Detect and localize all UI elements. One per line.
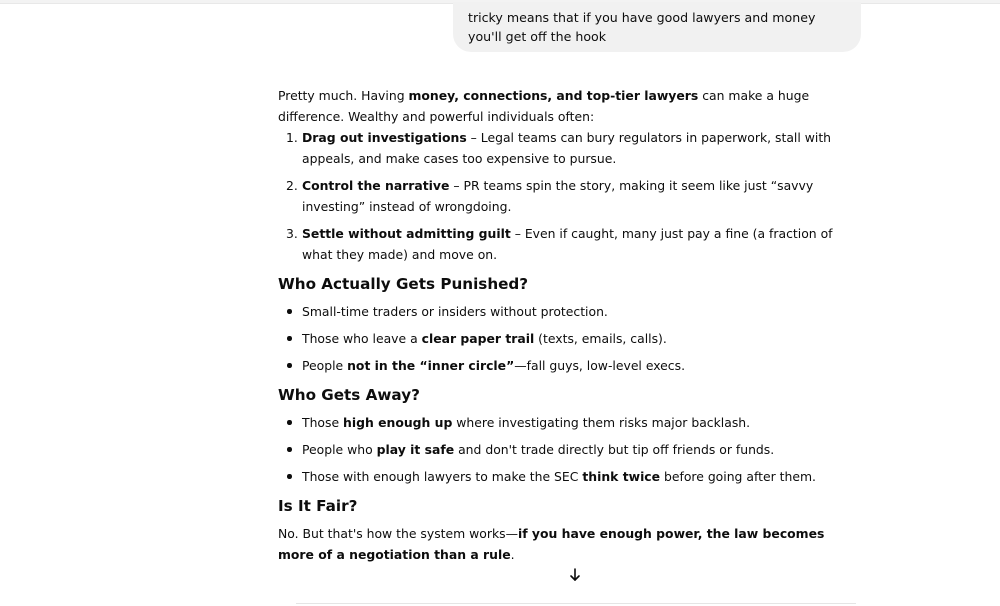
item-title: Settle without admitting guilt <box>302 226 511 241</box>
item-number: 2. <box>286 178 298 193</box>
numbered-item <box>278 175 860 217</box>
item-number: 3. <box>286 226 298 241</box>
numbered-list <box>278 127 860 265</box>
list-item-text: Small-time traders or insiders without protection. <box>302 304 608 319</box>
list-item-bold: high enough up <box>343 415 453 430</box>
conclusion-paragraph <box>278 523 860 565</box>
item-number: 1. <box>286 130 298 145</box>
list-item-bold: clear paper trail <box>421 331 535 346</box>
bullet-dot <box>287 309 292 314</box>
conclusion-text-post: . <box>510 547 515 562</box>
item-text: – Even if caught, many just pay a fine (a fraction of what they made) and move on. <box>302 226 833 262</box>
list-item <box>278 466 860 487</box>
intro-text-post: can make a huge difference. Wealthy and powerful individuals often: <box>278 88 810 124</box>
bullet-dot <box>287 363 292 368</box>
item-title: Drag out investigations <box>302 130 467 145</box>
list-item-text: Those with enough lawyers to make the SEC <box>302 469 583 484</box>
conclusion-text-bold: if you have enough power, the law becomes more of a negotiation than a rule <box>278 526 825 562</box>
list-item <box>278 301 860 322</box>
list-item-text: before going after them. <box>660 469 816 484</box>
intro-text-bold: money, connections, and top-tier lawyers <box>408 88 699 103</box>
section-heading-punished: Who Actually Gets Punished? <box>278 275 529 293</box>
intro-paragraph <box>278 85 860 127</box>
list-item-text: where investigating them risks major backlash. <box>452 415 751 430</box>
list-item-text: People who <box>302 442 377 457</box>
list-item-text: (texts, emails, calls). <box>534 331 667 346</box>
list-item <box>278 328 860 349</box>
list-item-text: People <box>302 358 348 373</box>
list-item-text: Those <box>302 415 344 430</box>
user-message-bubble <box>453 2 861 52</box>
list-item-text: and don't trade directly but tip off friends or funds. <box>454 442 775 457</box>
user-message-text: tricky means that if you have good lawyers and money you'll get off the hook <box>468 10 816 44</box>
list-item-text: Those who leave a <box>302 331 422 346</box>
numbered-item <box>278 127 860 169</box>
arrow-down-icon <box>566 566 584 584</box>
list-item-bold: play it safe <box>376 442 455 457</box>
bullet-dot <box>287 447 292 452</box>
list-item <box>278 439 860 460</box>
numbered-item <box>278 223 860 265</box>
list-item-bold: think twice <box>582 469 661 484</box>
conclusion-text-pre: No. But that's how the system works— <box>278 526 518 541</box>
intro-text-pre: Pretty much. Having <box>278 88 409 103</box>
item-text: – Legal teams can bury regulators in paperwork, stall with appeals, and make cases too expensive to pursue. <box>302 130 832 166</box>
item-title: Control the narrative <box>302 178 450 193</box>
section-heading-fair: Is It Fair? <box>278 497 358 515</box>
item-text: – PR teams spin the story, making it seem like just “savvy investing” instead of wrongdoing. <box>302 178 814 214</box>
list-item-text: —fall guys, low-level execs. <box>514 358 686 373</box>
bullet-dot <box>287 420 292 425</box>
bullet-dot <box>287 474 292 479</box>
section-heading-get-away: Who Gets Away? <box>278 386 420 404</box>
list-item <box>278 355 860 376</box>
scroll-down-button[interactable] <box>566 566 584 584</box>
bullet-list-get-away <box>278 412 860 487</box>
bullet-dot <box>287 336 292 341</box>
assistant-response <box>278 85 860 565</box>
bullet-list-punished <box>278 301 860 376</box>
list-item-bold: not in the “inner circle” <box>347 358 515 373</box>
list-item <box>278 412 860 433</box>
